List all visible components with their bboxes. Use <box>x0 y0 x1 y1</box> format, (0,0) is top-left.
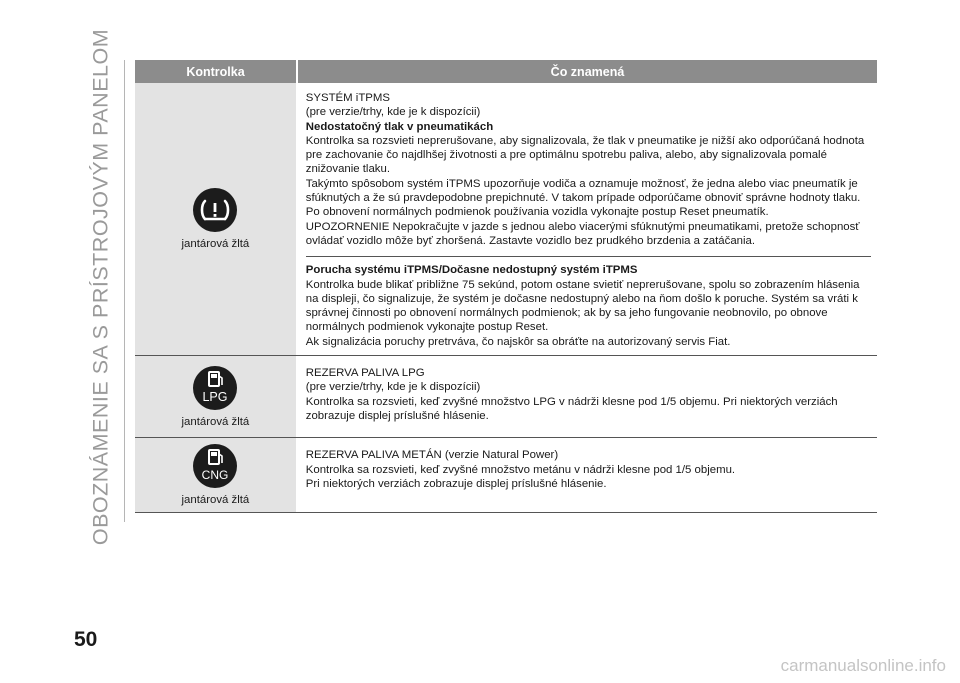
paragraph: Pri niektorých verziách zobrazuje displej príslušné hlásenie. <box>305 477 607 490</box>
side-title <box>86 28 116 546</box>
description-cell <box>298 356 877 437</box>
subsection <box>306 442 871 491</box>
system-title: SYSTÉM iTPMS <box>305 92 390 104</box>
paragraph: Ak signalizácia poruchy pretrváva, čo najskôr sa obráťte na autorizovaný servis Fiat. <box>305 335 731 348</box>
fuel-pump-lpg-icon <box>193 366 237 410</box>
table-row <box>135 83 877 356</box>
tpms-tire-pressure-icon <box>193 188 237 232</box>
section-heading: Nedostatočný tlak v pneumatikách <box>305 120 494 133</box>
availability-note: (pre verzie/trhy, kde je k dispozícii) <box>305 381 481 394</box>
description-cell <box>298 438 877 512</box>
lpg-icon-label: LPG <box>202 389 228 404</box>
paragraph: Takýmto spôsobom systém iTPMS upozorňuje vodiča a oznamuje možnosť, že jedna alebo viac pneumatík je sfúknutých a že sú pravdepodobne prepichnuté. V takom prípade odporúčame obnoviť správne hodnoty tlaku. Po obnovení normálnych podmienok používania vozidla vykonajte postup Reset pneumatík. <box>305 177 861 219</box>
page-number: 50 <box>74 628 98 651</box>
cng-icon-label: CNG <box>202 468 229 483</box>
subsection <box>306 360 871 431</box>
availability-note: (pre verzie/trhy, kde je k dispozícii) <box>305 106 481 119</box>
paragraph: UPOZORNENIE Nepokračujte v jazde s jednou alebo viacerými sfúknutými pneumatikami, pretože schopnosť ovládať vozidlo môže byť zhoršená. Zastavte vozidlo bez prudkého brzdenia a zatáčania. <box>305 220 860 247</box>
indicator-cell <box>135 356 296 437</box>
indicator-cell <box>135 83 296 355</box>
paragraph: Kontrolka sa rozsvieti neprerušovane, aby signalizovala, že tlak v pneumatike je nižší ako odporúčaná hodnota pre zachovanie čo najdlhšej životnosti a pre optimálnu spotrebu paliva, alebo, aby signalizovala pomalé znižovanie tlaku. <box>305 134 865 176</box>
header-co-znamena: Čo znamená <box>298 60 877 83</box>
indicator-color-caption: jantárová žltá <box>181 415 250 428</box>
indicator-color-caption: jantárová žltá <box>181 238 250 251</box>
indicator-color-caption: jantárová žltá <box>181 494 250 507</box>
system-title: REZERVA PALIVA METÁN (verzie Natural Power) <box>305 449 559 462</box>
indicator-cell <box>135 438 296 512</box>
description-cell <box>298 83 877 355</box>
paragraph: Kontrolka sa rozsvieti, keď zvyšné množstvo metánu v nádrži klesne pod 1/5 objemu. <box>305 463 736 476</box>
subsection <box>306 87 871 248</box>
side-divider <box>124 60 125 522</box>
section-heading: Porucha systému iTPMS/Dočasne nedostupný systém iTPMS <box>305 264 638 277</box>
warning-lights-table <box>135 60 877 513</box>
table-header <box>135 60 877 83</box>
side-title-text: OBOZNÁMENIE SA S PRÍSTROJOVÝM PANELOM <box>88 28 113 546</box>
header-kontrolka: Kontrolka <box>135 60 296 83</box>
subsection <box>306 256 871 349</box>
paragraph: Kontrolka bude blikať približne 75 sekúnd, potom ostane svietiť neprerušovane, spolu so zobrazením hlásenia na displeji, čo signalizuje, že systém je dočasne nedostupný alebo na ňom došlo k poruche. Systém sa vráti k správnej činnosti po obnovení normálnych podmienok; ak by sa jeho fungovanie neobnovilo, po obnove normálnych podmienok vykonajte postup Reset. <box>305 278 860 334</box>
fuel-pump-cng-icon <box>193 444 237 488</box>
paragraph: Kontrolka sa rozsvieti, keď zvyšné množstvo LPG v nádrži klesne pod 1/5 objemu. Pri niektorých verziách zobrazuje displej príslušné hlásenie. <box>305 395 838 422</box>
table-row <box>135 438 877 513</box>
watermark: carmanualsonline.info <box>780 656 946 675</box>
table-row <box>135 356 877 438</box>
system-title: REZERVA PALIVA LPG <box>305 367 425 380</box>
